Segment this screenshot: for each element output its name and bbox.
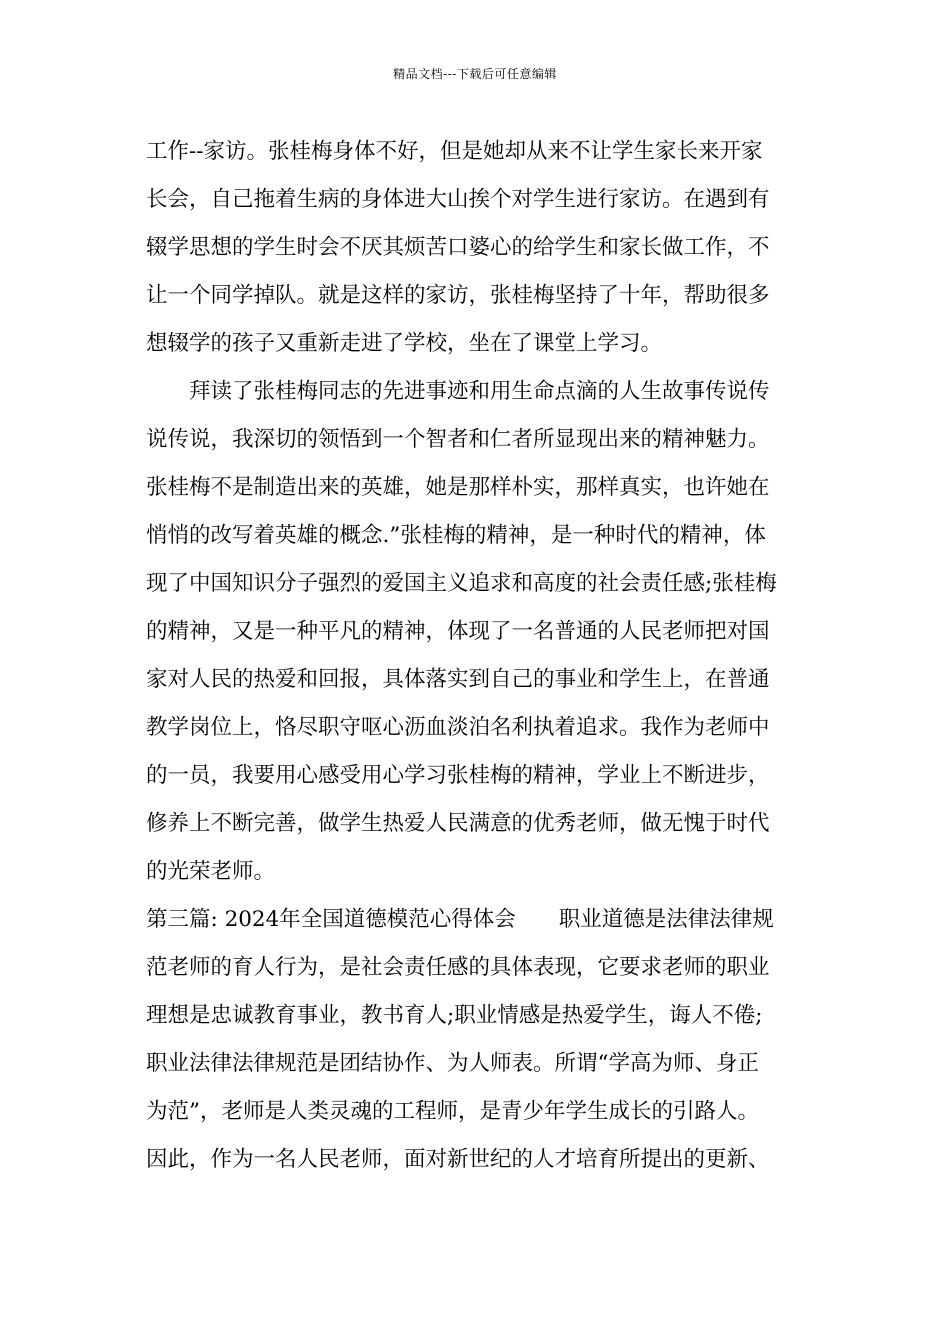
text-line: 辍学思想的学生时会不厌其烦苦口婆心的给学生和家长做工作，不	[146, 235, 770, 260]
text-line: 长会，自己拖着生病的身体进大山挨个对学生进行家访。在遇到有	[146, 187, 770, 212]
text-line: 工作--家访。张桂梅身体不好，但是她却从来不让学生家长来开家	[146, 139, 763, 164]
text-line: 因此，作为一名人民老师，面对新世纪的人才培育所提出的更新、	[146, 1147, 770, 1172]
text-line: 为范”，老师是人类灵魂的工程师，是青少年学生成长的引路人。	[146, 1099, 759, 1124]
page-header: 精品文档---下载后可任意编辑	[393, 67, 557, 81]
text-line: 现了中国知识分子强烈的爱国主义追求和高度的社会责任感;张桂梅	[146, 571, 777, 596]
section-heading-line: 第三篇: 2024年全国道德模范心得体会 职业道德是法律法律规	[146, 907, 774, 932]
text-line: 的光荣老师。	[146, 859, 276, 884]
text-line: 悄悄的改写着英雄的概念.”张桂梅的精神，是一种时代的精神，体	[146, 523, 766, 548]
text-line: 范老师的育人行为，是社会责任感的具体表现，它要求老师的职业	[146, 955, 770, 980]
text-line: 理想是忠诚教育事业，教书育人;职业情感是热爱学生，诲人不倦;	[146, 1003, 763, 1028]
paragraph-first-line: 拜读了张桂梅同志的先进事迹和用生命点滴的人生故事传说传	[189, 379, 770, 404]
text-line: 说传说，我深切的领悟到一个智者和仁者所显现出来的精神魅力。	[146, 427, 770, 452]
text-line: 让一个同学掉队。就是这样的家访，张桂梅坚持了十年，帮助很多	[146, 283, 770, 308]
document-body	[146, 128, 808, 1184]
text-line: 张桂梅不是制造出来的英雄，她是那样朴实，那样真实，也许她在	[146, 475, 770, 500]
text-line: 的精神，又是一种平凡的精神，体现了一名普通的人民老师把对国	[146, 619, 770, 644]
text-line: 职业法律法律规范是团结协作、为人师表。所谓“学高为师、身正	[146, 1051, 759, 1076]
text-line: 想辍学的孩子又重新走进了学校，坐在了课堂上学习。	[146, 331, 663, 356]
text-line: 家对人民的热爱和回报，具体落实到自己的事业和学生上，在普通	[146, 667, 770, 692]
text-line: 的一员，我要用心感受用心学习张桂梅的精神，学业上不断进步，	[146, 763, 770, 788]
text-line: 修养上不断完善，做学生热爱人民满意的优秀老师，做无愧于时代	[146, 811, 770, 836]
text-line: 教学岗位上，恪尽职守呕心沥血淡泊名利执着追求。我作为老师中	[146, 715, 770, 740]
